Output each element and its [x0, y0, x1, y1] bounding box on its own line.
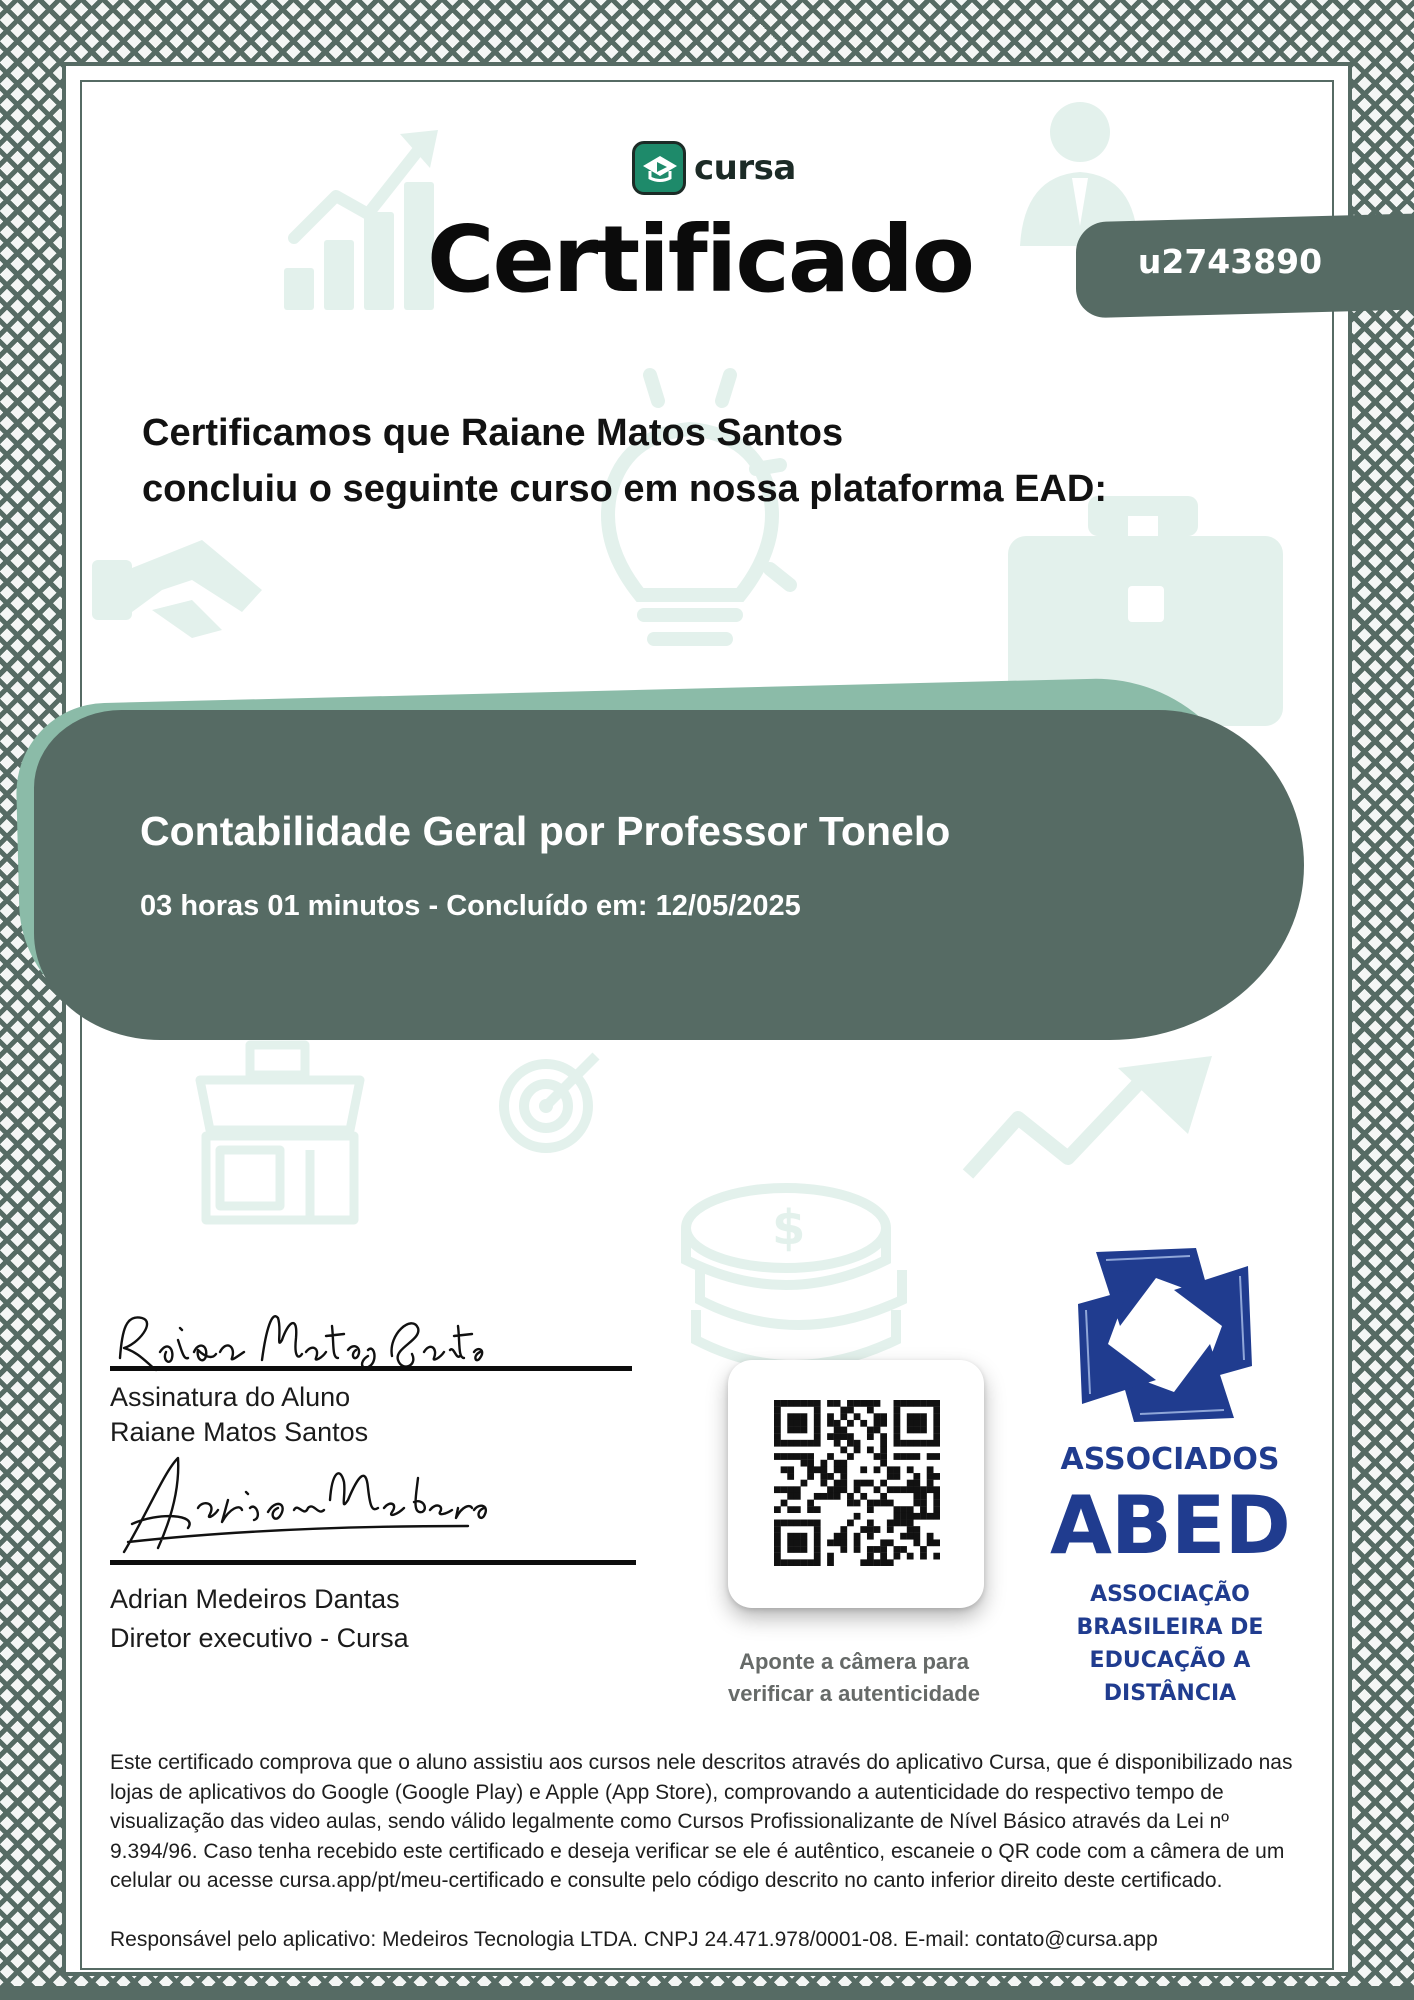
disclaimer-text: Este certificado comprova que o aluno assistiu aos cursos nele descritos através do aplicativo Cursa, que é disponibilizado nas lojas de aplicativos do Google (Google Play) e Apple (App Store), comprovando a autenticidade do respectivo tempo de visualização das video aulas, sendo válido legalmente como Cursos Profissionalizante de Nível Básico através da Lei nº 9.394/96. Caso tenha recebido este certificado e deseja verificar se ele é autêntico, escaneie o QR code com a câmera de um celular ou acesse cursa.app/pt/meu-certificado e consulte pelo código descrito no canto inferior direito deste certificado.	[110, 1751, 1293, 1892]
director-role: Diretor executivo - Cursa	[110, 1623, 409, 1653]
store-watermark-icon	[190, 1040, 370, 1225]
student-signature-caption	[110, 1380, 368, 1450]
trend-arrow-watermark-icon	[958, 1054, 1218, 1184]
student-signature-name: Raiane Matos Santos	[110, 1417, 369, 1447]
student-signature	[112, 1300, 492, 1385]
qr-caption	[704, 1646, 1004, 1710]
abed-associados: ASSOCIADOS	[1060, 1442, 1280, 1477]
target-watermark-icon	[496, 1044, 606, 1154]
director-name: Adrian Medeiros Dantas	[110, 1584, 400, 1614]
abed-desc-1: ASSOCIAÇÃO	[1090, 1582, 1250, 1607]
course-band	[34, 710, 1304, 1040]
intro-text	[142, 405, 1142, 517]
abed-description	[1040, 1578, 1300, 1710]
student-name: Raiane Matos Santos	[460, 412, 844, 454]
responsible-company-text: Responsável pelo aplicativo: Medeiros Tecnologia LTDA. CNPJ 24.471.978/0001-08. E-mail: contato@cursa.app	[110, 1928, 1158, 1951]
student-signature-label: Assinatura do Aluno	[110, 1382, 351, 1412]
abed-wordmark: ABED	[1050, 1479, 1290, 1572]
course-details: 03 horas 01 minutos - Concluído em: 12/05/2025	[140, 890, 801, 922]
director-signature-caption	[110, 1580, 409, 1658]
intro-prefix: Certificamos que	[142, 412, 461, 454]
abed-desc-2: BRASILEIRA DE	[1076, 1615, 1264, 1640]
coins-watermark-icon	[676, 1180, 916, 1380]
certificate-code: u2743890	[1137, 242, 1323, 281]
intro-line2: concluiu o seguinte curso em nossa plataforma EAD:	[142, 468, 1107, 510]
cursa-logo	[632, 140, 796, 196]
border-bottom-band	[0, 1986, 1414, 2000]
student-signature-line	[110, 1366, 632, 1371]
logo-wordmark: cursa	[694, 148, 796, 188]
qr-caption-line2: verificar a autenticidade	[728, 1681, 980, 1706]
graduation-cap-icon	[632, 141, 686, 195]
qr-caption-line1: Aponte a câmera para	[739, 1649, 969, 1674]
director-signature	[118, 1452, 498, 1567]
qr-code-card[interactable]	[728, 1360, 984, 1608]
abed-emblem-icon	[1060, 1230, 1270, 1445]
abed-desc-3: EDUCAÇÃO A	[1089, 1648, 1251, 1673]
abed-desc-4: DISTÂNCIA	[1103, 1681, 1237, 1706]
course-title: Contabilidade Geral por Professor Tonelo	[140, 808, 951, 854]
qr-code-icon	[774, 1400, 940, 1566]
handshake-watermark-icon	[92, 520, 272, 650]
svg-text:$: $	[772, 1200, 806, 1256]
director-signature-line	[110, 1560, 636, 1565]
certificate-title: Certificado	[426, 206, 974, 313]
